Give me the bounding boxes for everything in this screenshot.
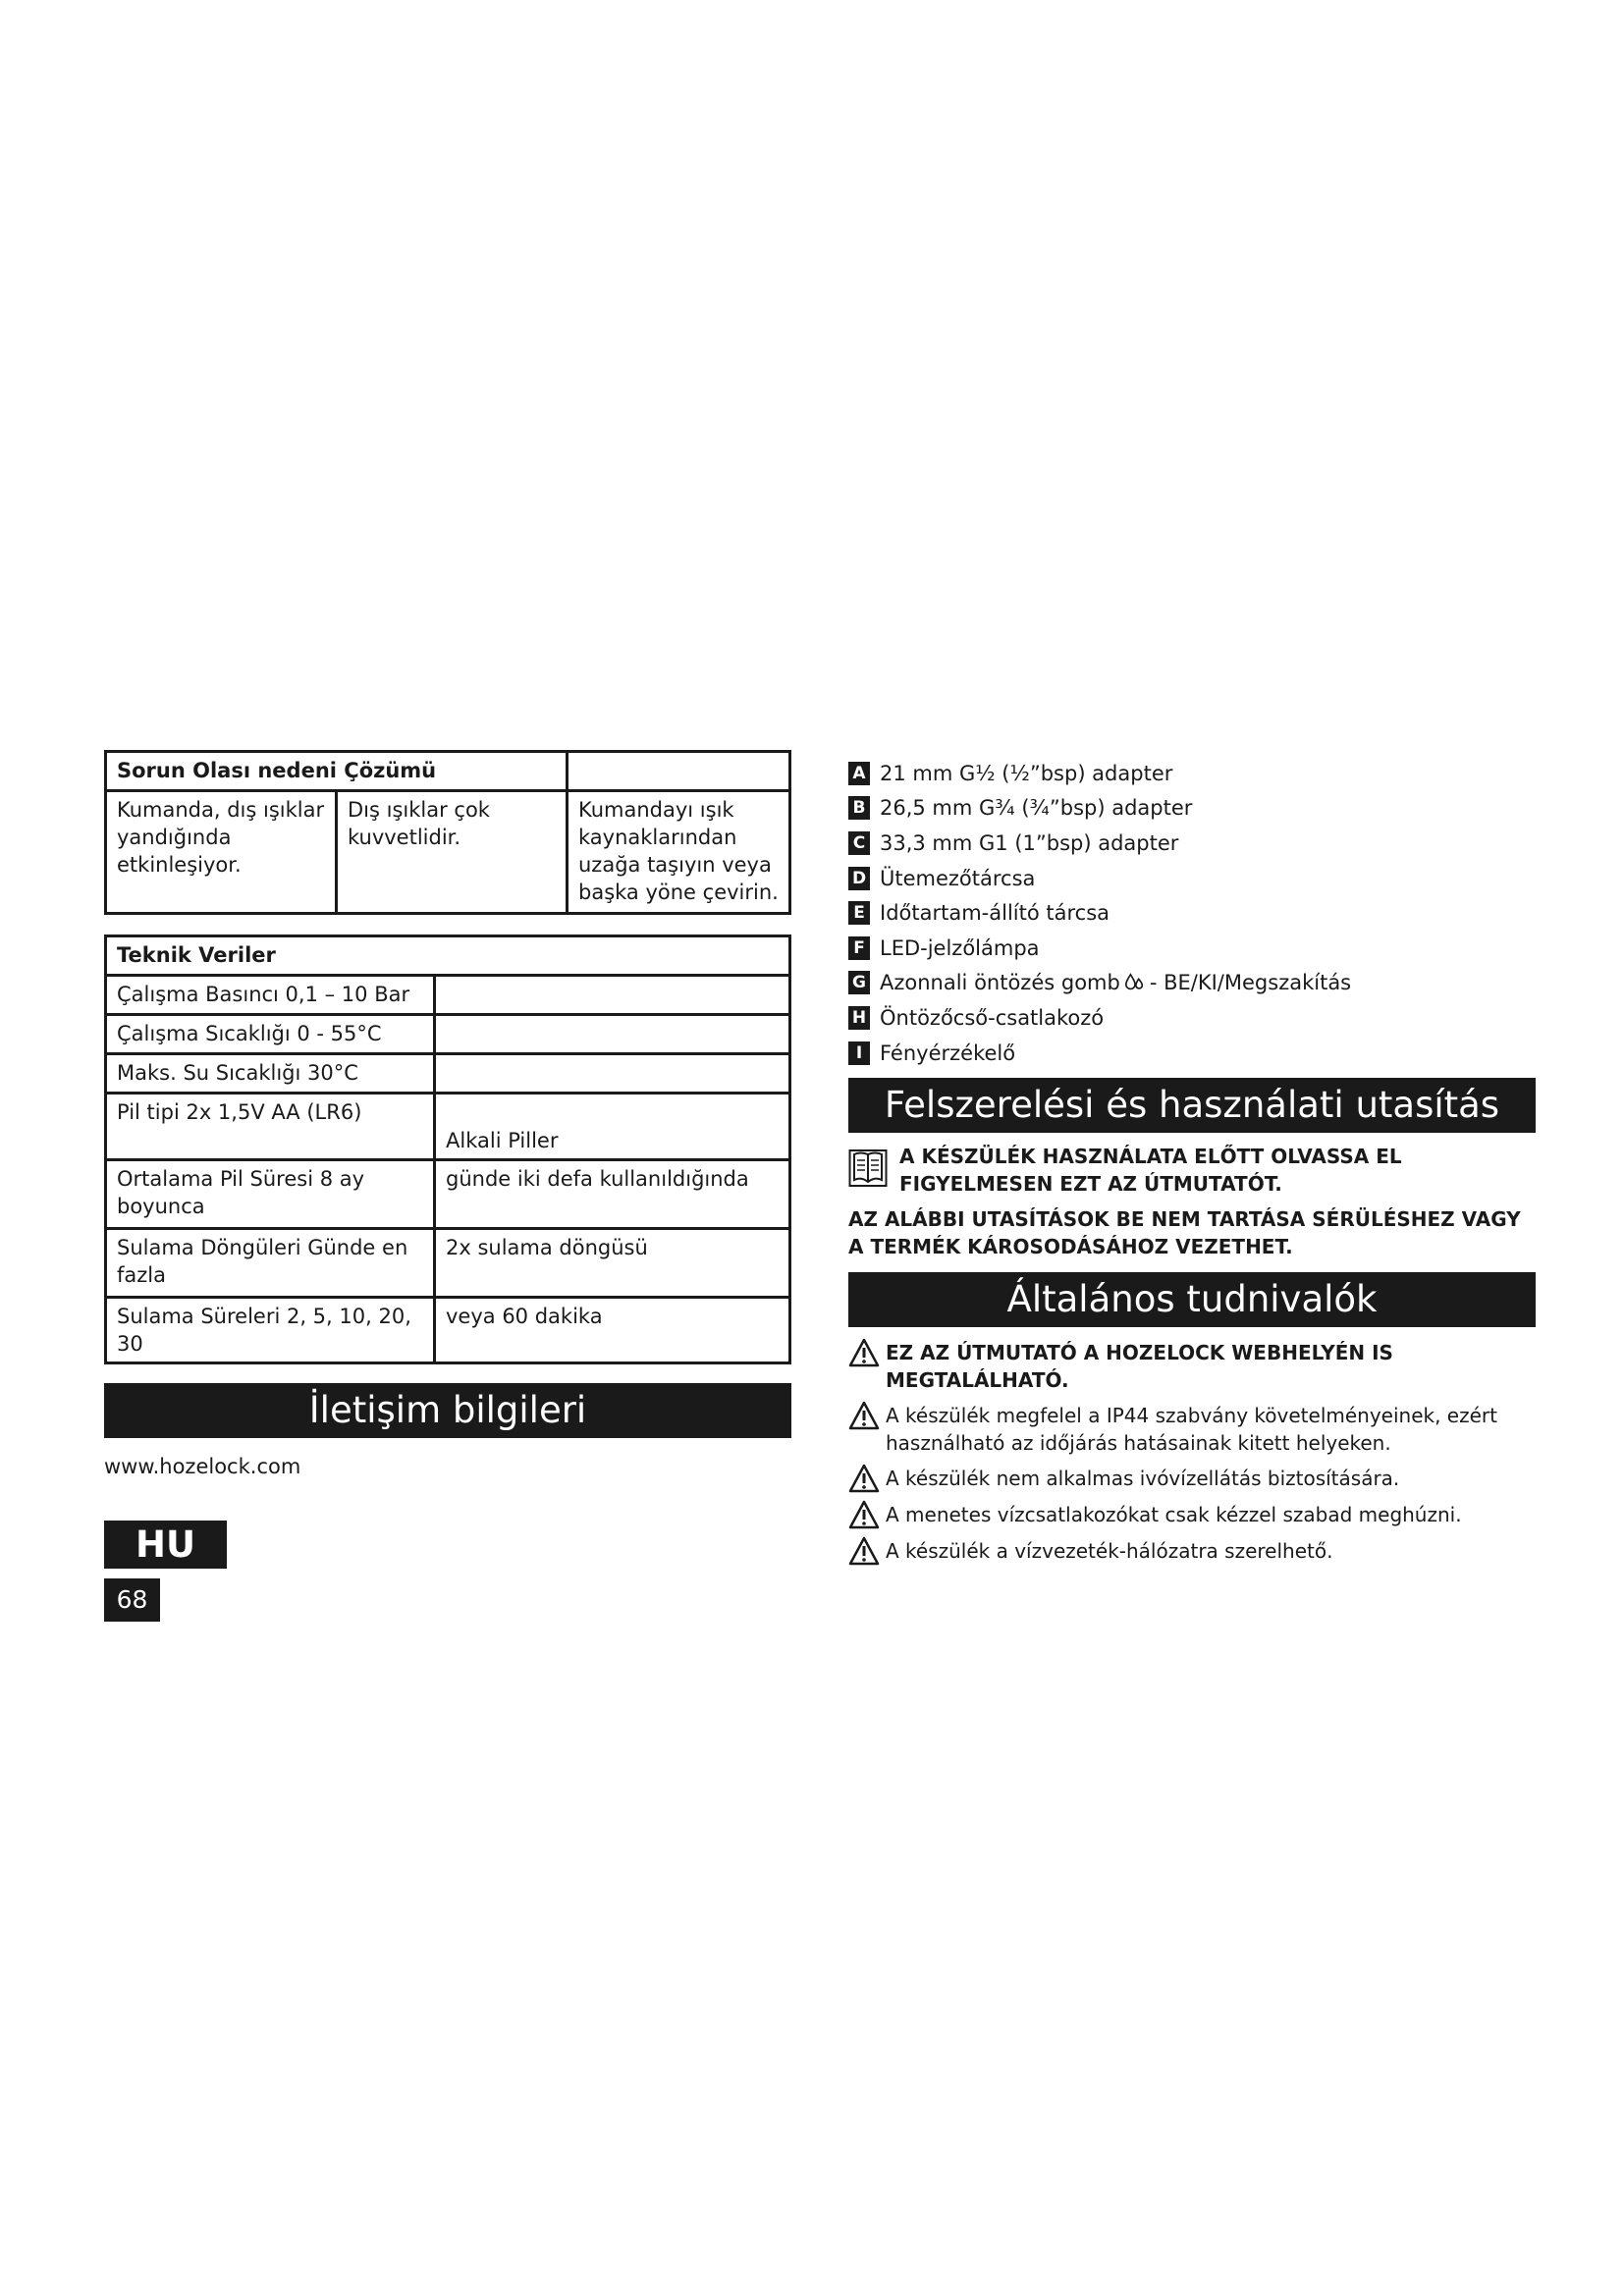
note-text: A menetes vízcsatlakozókat csak kézzel szabad meghúzni. bbox=[886, 1503, 1462, 1527]
table-header-row bbox=[106, 752, 790, 791]
part-letter-badge: H bbox=[848, 1006, 870, 1030]
part-label: Öntözőcső-csatlakozó bbox=[880, 1005, 1105, 1030]
list-item bbox=[848, 1402, 1536, 1457]
install-section-title: Felszerelési és használati utasítás bbox=[848, 1078, 1536, 1133]
spec-label: Ortalama Pil Süresi 8 ay boyunca bbox=[106, 1160, 435, 1229]
technical-data-header: Teknik Veriler bbox=[106, 936, 790, 976]
part-letter-badge: G bbox=[848, 971, 870, 994]
warning-triangle-icon bbox=[848, 1536, 880, 1566]
website-link[interactable]: www.hozelock.com bbox=[104, 1455, 301, 1478]
spec-label: Çalışma Basıncı 0,1 – 10 Bar bbox=[106, 976, 435, 1015]
read-warning-text: A KÉSZÜLÉK HASZNÁLATA ELŐTT OLVASSA EL FIGYELMESEN EZT AZ ÚTMUTATÓT. bbox=[899, 1145, 1402, 1197]
parts-list bbox=[848, 756, 1536, 1070]
table-row bbox=[106, 1094, 790, 1160]
list-item bbox=[848, 861, 1536, 896]
table-row bbox=[106, 791, 790, 914]
part-label-suffix: - BE/KI/Megszakítás bbox=[1149, 971, 1352, 995]
general-section-title: Általános tudnivalók bbox=[848, 1272, 1536, 1327]
spec-value bbox=[435, 1015, 790, 1054]
part-label: Fényérzékelő bbox=[880, 1041, 1016, 1065]
table-row bbox=[106, 1015, 790, 1054]
warning-triangle-icon bbox=[848, 1401, 880, 1430]
right-column bbox=[848, 756, 1536, 1574]
table-row bbox=[106, 1229, 790, 1298]
spec-value bbox=[435, 1054, 790, 1094]
spec-value: 2x sulama döngüsü bbox=[435, 1229, 790, 1298]
part-label: Ütemezőtárcsa bbox=[880, 866, 1036, 890]
part-letter-badge: C bbox=[848, 831, 870, 855]
part-label: Azonnali öntözés gomb bbox=[880, 971, 1120, 995]
general-notes-list bbox=[848, 1339, 1536, 1566]
note-text: A készülék a vízvezeték-hálózatra szerelhető. bbox=[886, 1539, 1333, 1564]
part-letter-badge: F bbox=[848, 936, 870, 960]
cause-cell: Dış ışıklar çok kuvvetlidir. bbox=[337, 791, 568, 914]
list-item bbox=[848, 895, 1536, 931]
part-letter-badge: D bbox=[848, 867, 870, 890]
part-label: 33,3 mm G1 (1”bsp) adapter bbox=[880, 830, 1179, 855]
list-item bbox=[848, 1000, 1536, 1036]
part-letter-badge: E bbox=[848, 901, 870, 925]
table-header-row bbox=[106, 936, 790, 976]
spec-label: Maks. Su Sıcaklığı 30°C bbox=[106, 1054, 435, 1094]
spec-label: Sulama Süreleri 2, 5, 10, 20, 30 bbox=[106, 1298, 435, 1363]
open-book-icon bbox=[848, 1143, 888, 1188]
note-text: A készülék nem alkalmas ivóvízellátás biztosítására. bbox=[886, 1467, 1400, 1491]
table-row bbox=[106, 1160, 790, 1229]
troubleshooting-header-empty bbox=[568, 752, 790, 791]
read-manual-warning bbox=[848, 1143, 1536, 1198]
list-item bbox=[848, 1036, 1536, 1071]
left-column bbox=[104, 750, 791, 1569]
list-item bbox=[848, 931, 1536, 966]
problem-cell: Kumanda, dış ışıklar yandığında etkinleşiyor. bbox=[106, 791, 337, 914]
spec-label: Sulama Döngüleri Günde en fazla bbox=[106, 1229, 435, 1298]
table-row bbox=[106, 1054, 790, 1094]
list-item bbox=[848, 1465, 1536, 1493]
troubleshooting-table bbox=[104, 750, 791, 915]
spec-value: Alkali Piller bbox=[435, 1094, 790, 1160]
caution-text: AZ ALÁBBI UTASÍTÁSOK BE NEM TARTÁSA SÉRÜLÉSHEZ VAGY A TERMÉK KÁROSODÁSÁHOZ VEZETHET. bbox=[848, 1207, 1521, 1259]
list-item bbox=[848, 791, 1536, 827]
warning-triangle-icon bbox=[848, 1464, 880, 1493]
list-item bbox=[848, 1339, 1536, 1394]
list-item bbox=[848, 966, 1536, 1001]
part-letter-badge: I bbox=[848, 1041, 870, 1065]
part-label: LED-jelzőlámpa bbox=[880, 935, 1040, 960]
part-label: 21 mm G½ (½”bsp) adapter bbox=[880, 761, 1173, 785]
contact-section-title: İletişim bilgileri bbox=[104, 1383, 791, 1438]
spec-label: Pil tipi 2x 1,5V AA (LR6) bbox=[106, 1094, 435, 1160]
part-letter-badge: A bbox=[848, 762, 870, 785]
part-letter-badge: B bbox=[848, 796, 870, 820]
warning-triangle-icon bbox=[848, 1338, 880, 1367]
list-item bbox=[848, 1537, 1536, 1566]
part-label: 26,5 mm G¾ (¾”bsp) adapter bbox=[880, 796, 1193, 821]
spec-value bbox=[435, 976, 790, 1015]
note-text: A készülék megfelel a IP44 szabvány követelményeinek, ezért használható az időjárás hatásainak kitett helyeken. bbox=[886, 1404, 1497, 1456]
warning-triangle-icon bbox=[848, 1500, 880, 1529]
spec-value: günde iki defa kullanıldığında bbox=[435, 1160, 790, 1229]
page-number: 68 bbox=[104, 1578, 160, 1622]
water-drop-icon bbox=[1124, 972, 1146, 993]
list-item bbox=[848, 1501, 1536, 1529]
list-item bbox=[848, 826, 1536, 861]
table-row bbox=[106, 1298, 790, 1363]
solution-cell: Kumandayı ışık kaynaklarından uzağa taşıyın veya başka yöne çevirin. bbox=[568, 791, 790, 914]
technical-data-table bbox=[104, 934, 791, 1364]
troubleshooting-header: Sorun Olası nedeni Çözümü bbox=[106, 752, 568, 791]
spec-label: Çalışma Sıcaklığı 0 - 55°C bbox=[106, 1015, 435, 1054]
list-item bbox=[848, 756, 1536, 791]
table-row bbox=[106, 976, 790, 1015]
language-badge: HU bbox=[104, 1521, 227, 1569]
spec-value: veya 60 dakika bbox=[435, 1298, 790, 1363]
note-text: EZ AZ ÚTMUTATÓ A HOZELOCK WEBHELYÉN IS MEGTALÁLHATÓ. bbox=[886, 1341, 1393, 1393]
part-label: Időtartam-állító tárcsa bbox=[880, 901, 1110, 926]
